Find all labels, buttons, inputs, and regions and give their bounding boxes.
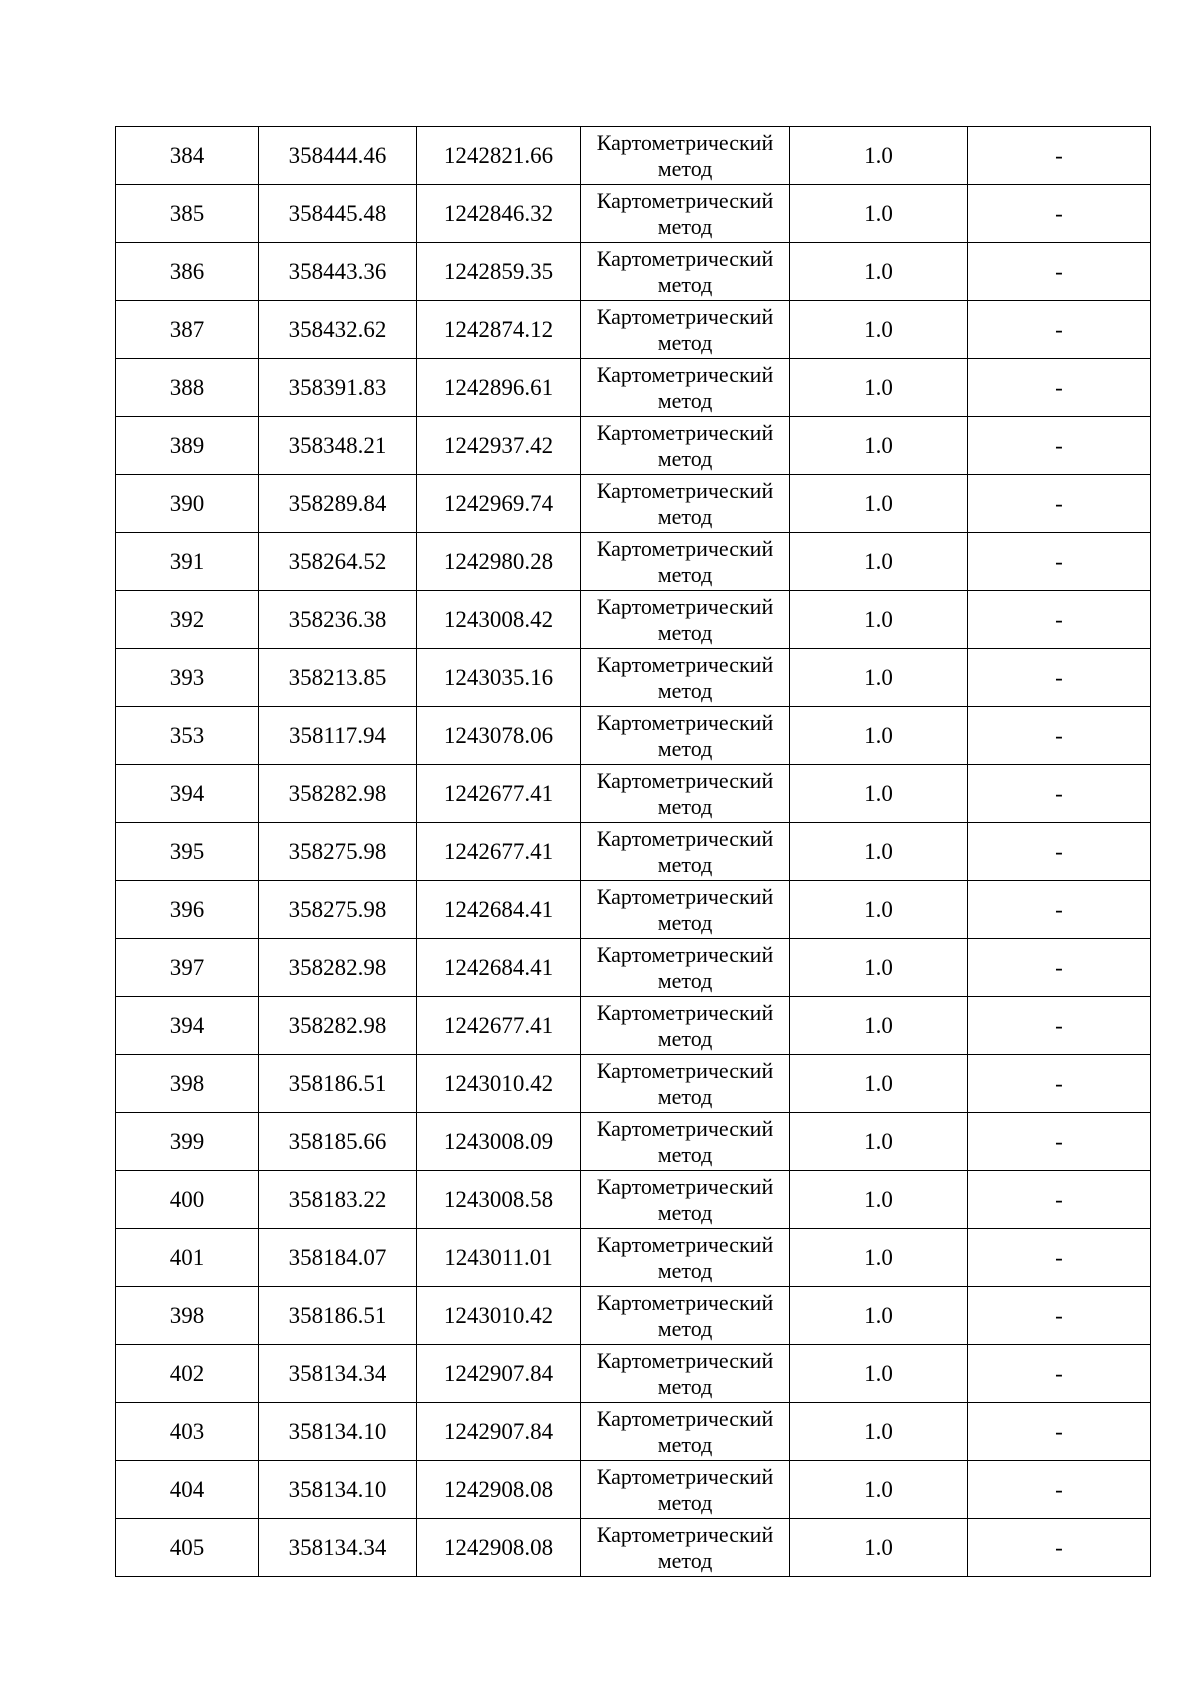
method-line-2: метод bbox=[657, 851, 713, 877]
accuracy-cell: 1.0 bbox=[790, 997, 968, 1055]
y-coordinate-cell: 1243008.42 bbox=[417, 591, 581, 649]
note-cell: - bbox=[968, 765, 1151, 823]
accuracy-cell: 1.0 bbox=[790, 707, 968, 765]
point-number-cell: 389 bbox=[116, 417, 259, 475]
method-line-1: Картометрический bbox=[596, 767, 774, 793]
method-line-1: Картометрический bbox=[596, 1347, 774, 1373]
y-coordinate-cell: 1242677.41 bbox=[417, 765, 581, 823]
method-line-1: Картометрический bbox=[596, 245, 774, 271]
method-cell bbox=[581, 1461, 790, 1519]
x-coordinate-cell: 358117.94 bbox=[259, 707, 417, 765]
x-coordinate-cell: 358444.46 bbox=[259, 127, 417, 185]
point-number-cell: 388 bbox=[116, 359, 259, 417]
note-cell: - bbox=[968, 939, 1151, 997]
method-line-2: метод bbox=[657, 1141, 713, 1167]
accuracy-cell: 1.0 bbox=[790, 939, 968, 997]
point-number-cell: 387 bbox=[116, 301, 259, 359]
x-coordinate-cell: 358282.98 bbox=[259, 765, 417, 823]
table-row bbox=[116, 417, 1151, 475]
method-line-1: Картометрический bbox=[596, 1231, 774, 1257]
method-line-2: метод bbox=[657, 271, 713, 297]
point-number-cell: 384 bbox=[116, 127, 259, 185]
y-coordinate-cell: 1243078.06 bbox=[417, 707, 581, 765]
y-coordinate-cell: 1242969.74 bbox=[417, 475, 581, 533]
method-cell bbox=[581, 185, 790, 243]
method-cell bbox=[581, 1287, 790, 1345]
point-number-cell: 395 bbox=[116, 823, 259, 881]
note-cell: - bbox=[968, 127, 1151, 185]
method-line-1: Картометрический bbox=[596, 1521, 774, 1547]
x-coordinate-cell: 358282.98 bbox=[259, 939, 417, 997]
point-number-cell: 403 bbox=[116, 1403, 259, 1461]
x-coordinate-cell: 358134.10 bbox=[259, 1461, 417, 1519]
point-number-cell: 393 bbox=[116, 649, 259, 707]
table-row bbox=[116, 127, 1151, 185]
accuracy-cell: 1.0 bbox=[790, 591, 968, 649]
y-coordinate-cell: 1243010.42 bbox=[417, 1055, 581, 1113]
y-coordinate-cell: 1242684.41 bbox=[417, 881, 581, 939]
note-cell: - bbox=[968, 301, 1151, 359]
point-number-cell: 398 bbox=[116, 1055, 259, 1113]
method-line-1: Картометрический bbox=[596, 129, 774, 155]
table-row bbox=[116, 1229, 1151, 1287]
y-coordinate-cell: 1242874.12 bbox=[417, 301, 581, 359]
accuracy-cell: 1.0 bbox=[790, 127, 968, 185]
accuracy-cell: 1.0 bbox=[790, 823, 968, 881]
method-line-1: Картометрический bbox=[596, 999, 774, 1025]
note-cell: - bbox=[968, 649, 1151, 707]
method-line-2: метод bbox=[657, 155, 713, 181]
y-coordinate-cell: 1242684.41 bbox=[417, 939, 581, 997]
note-cell: - bbox=[968, 475, 1151, 533]
point-number-cell: 396 bbox=[116, 881, 259, 939]
note-cell: - bbox=[968, 1229, 1151, 1287]
method-cell bbox=[581, 533, 790, 591]
point-number-cell: 404 bbox=[116, 1461, 259, 1519]
method-line-1: Картометрический bbox=[596, 593, 774, 619]
table-row bbox=[116, 1461, 1151, 1519]
y-coordinate-cell: 1242677.41 bbox=[417, 997, 581, 1055]
table-row bbox=[116, 1345, 1151, 1403]
table-row bbox=[116, 997, 1151, 1055]
x-coordinate-cell: 358186.51 bbox=[259, 1287, 417, 1345]
note-cell: - bbox=[968, 823, 1151, 881]
accuracy-cell: 1.0 bbox=[790, 243, 968, 301]
note-cell: - bbox=[968, 533, 1151, 591]
method-line-1: Картометрический bbox=[596, 477, 774, 503]
accuracy-cell: 1.0 bbox=[790, 1171, 968, 1229]
method-cell bbox=[581, 475, 790, 533]
method-line-2: метод bbox=[657, 445, 713, 471]
method-line-1: Картометрический bbox=[596, 303, 774, 329]
table-row bbox=[116, 881, 1151, 939]
x-coordinate-cell: 358275.98 bbox=[259, 881, 417, 939]
accuracy-cell: 1.0 bbox=[790, 1055, 968, 1113]
method-line-1: Картометрический bbox=[596, 941, 774, 967]
method-cell bbox=[581, 301, 790, 359]
y-coordinate-cell: 1243008.09 bbox=[417, 1113, 581, 1171]
note-cell: - bbox=[968, 1519, 1151, 1577]
method-line-2: метод bbox=[657, 1257, 713, 1283]
method-line-2: метод bbox=[657, 909, 713, 935]
note-cell: - bbox=[968, 243, 1151, 301]
y-coordinate-cell: 1242677.41 bbox=[417, 823, 581, 881]
x-coordinate-cell: 358445.48 bbox=[259, 185, 417, 243]
note-cell: - bbox=[968, 359, 1151, 417]
method-line-2: метод bbox=[657, 387, 713, 413]
y-coordinate-cell: 1243035.16 bbox=[417, 649, 581, 707]
accuracy-cell: 1.0 bbox=[790, 765, 968, 823]
method-line-2: метод bbox=[657, 735, 713, 761]
x-coordinate-cell: 358186.51 bbox=[259, 1055, 417, 1113]
note-cell: - bbox=[968, 997, 1151, 1055]
accuracy-cell: 1.0 bbox=[790, 1287, 968, 1345]
y-coordinate-cell: 1242846.32 bbox=[417, 185, 581, 243]
point-number-cell: 398 bbox=[116, 1287, 259, 1345]
note-cell: - bbox=[968, 1403, 1151, 1461]
x-coordinate-cell: 358134.34 bbox=[259, 1519, 417, 1577]
method-line-2: метод bbox=[657, 677, 713, 703]
accuracy-cell: 1.0 bbox=[790, 359, 968, 417]
method-line-1: Картометрический bbox=[596, 187, 774, 213]
table-row bbox=[116, 1171, 1151, 1229]
accuracy-cell: 1.0 bbox=[790, 881, 968, 939]
point-number-cell: 385 bbox=[116, 185, 259, 243]
x-coordinate-cell: 358185.66 bbox=[259, 1113, 417, 1171]
method-cell bbox=[581, 1113, 790, 1171]
x-coordinate-cell: 358289.84 bbox=[259, 475, 417, 533]
point-number-cell: 390 bbox=[116, 475, 259, 533]
method-line-1: Картометрический bbox=[596, 825, 774, 851]
method-line-2: метод bbox=[657, 793, 713, 819]
note-cell: - bbox=[968, 881, 1151, 939]
method-cell bbox=[581, 1171, 790, 1229]
accuracy-cell: 1.0 bbox=[790, 1461, 968, 1519]
method-line-2: метод bbox=[657, 1025, 713, 1051]
method-cell bbox=[581, 1055, 790, 1113]
method-cell bbox=[581, 707, 790, 765]
table-row bbox=[116, 533, 1151, 591]
x-coordinate-cell: 358432.62 bbox=[259, 301, 417, 359]
method-line-1: Картометрический bbox=[596, 651, 774, 677]
accuracy-cell: 1.0 bbox=[790, 185, 968, 243]
coordinates-table bbox=[115, 126, 1151, 1577]
table-row bbox=[116, 301, 1151, 359]
y-coordinate-cell: 1242821.66 bbox=[417, 127, 581, 185]
table-row bbox=[116, 765, 1151, 823]
x-coordinate-cell: 358134.10 bbox=[259, 1403, 417, 1461]
method-line-2: метод bbox=[657, 213, 713, 239]
point-number-cell: 391 bbox=[116, 533, 259, 591]
x-coordinate-cell: 358184.07 bbox=[259, 1229, 417, 1287]
table-row bbox=[116, 185, 1151, 243]
accuracy-cell: 1.0 bbox=[790, 533, 968, 591]
y-coordinate-cell: 1242907.84 bbox=[417, 1345, 581, 1403]
point-number-cell: 394 bbox=[116, 765, 259, 823]
note-cell: - bbox=[968, 1113, 1151, 1171]
method-cell bbox=[581, 417, 790, 475]
method-line-2: метод bbox=[657, 619, 713, 645]
point-number-cell: 401 bbox=[116, 1229, 259, 1287]
y-coordinate-cell: 1243010.42 bbox=[417, 1287, 581, 1345]
point-number-cell: 402 bbox=[116, 1345, 259, 1403]
table-row bbox=[116, 475, 1151, 533]
method-line-1: Картометрический bbox=[596, 1115, 774, 1141]
method-cell bbox=[581, 823, 790, 881]
table-row bbox=[116, 1287, 1151, 1345]
method-line-1: Картометрический bbox=[596, 1057, 774, 1083]
x-coordinate-cell: 358282.98 bbox=[259, 997, 417, 1055]
note-cell: - bbox=[968, 417, 1151, 475]
method-line-1: Картометрический bbox=[596, 535, 774, 561]
point-number-cell: 386 bbox=[116, 243, 259, 301]
method-line-2: метод bbox=[657, 1083, 713, 1109]
note-cell: - bbox=[968, 1287, 1151, 1345]
point-number-cell: 397 bbox=[116, 939, 259, 997]
accuracy-cell: 1.0 bbox=[790, 1519, 968, 1577]
x-coordinate-cell: 358391.83 bbox=[259, 359, 417, 417]
note-cell: - bbox=[968, 1345, 1151, 1403]
point-number-cell: 405 bbox=[116, 1519, 259, 1577]
method-cell bbox=[581, 127, 790, 185]
x-coordinate-cell: 358134.34 bbox=[259, 1345, 417, 1403]
method-line-1: Картометрический bbox=[596, 1463, 774, 1489]
method-line-2: метод bbox=[657, 561, 713, 587]
table-row bbox=[116, 939, 1151, 997]
method-cell bbox=[581, 765, 790, 823]
method-line-1: Картометрический bbox=[596, 361, 774, 387]
method-line-2: метод bbox=[657, 1489, 713, 1515]
method-cell bbox=[581, 1519, 790, 1577]
table-row bbox=[116, 243, 1151, 301]
y-coordinate-cell: 1242859.35 bbox=[417, 243, 581, 301]
method-line-2: метод bbox=[657, 1431, 713, 1457]
y-coordinate-cell: 1242937.42 bbox=[417, 417, 581, 475]
point-number-cell: 394 bbox=[116, 997, 259, 1055]
method-cell bbox=[581, 939, 790, 997]
method-line-2: метод bbox=[657, 1199, 713, 1225]
accuracy-cell: 1.0 bbox=[790, 1113, 968, 1171]
accuracy-cell: 1.0 bbox=[790, 1345, 968, 1403]
y-coordinate-cell: 1242896.61 bbox=[417, 359, 581, 417]
accuracy-cell: 1.0 bbox=[790, 649, 968, 707]
x-coordinate-cell: 358183.22 bbox=[259, 1171, 417, 1229]
x-coordinate-cell: 358275.98 bbox=[259, 823, 417, 881]
y-coordinate-cell: 1243008.58 bbox=[417, 1171, 581, 1229]
y-coordinate-cell: 1242908.08 bbox=[417, 1519, 581, 1577]
method-line-2: метод bbox=[657, 1373, 713, 1399]
accuracy-cell: 1.0 bbox=[790, 1403, 968, 1461]
note-cell: - bbox=[968, 707, 1151, 765]
method-cell bbox=[581, 359, 790, 417]
method-line-2: метод bbox=[657, 503, 713, 529]
accuracy-cell: 1.0 bbox=[790, 417, 968, 475]
method-line-1: Картометрический bbox=[596, 1405, 774, 1431]
table-row bbox=[116, 1113, 1151, 1171]
table-row bbox=[116, 649, 1151, 707]
x-coordinate-cell: 358264.52 bbox=[259, 533, 417, 591]
table-row bbox=[116, 1055, 1151, 1113]
y-coordinate-cell: 1242907.84 bbox=[417, 1403, 581, 1461]
method-line-1: Картометрический bbox=[596, 1289, 774, 1315]
table-row bbox=[116, 707, 1151, 765]
method-cell bbox=[581, 1403, 790, 1461]
note-cell: - bbox=[968, 591, 1151, 649]
method-line-1: Картометрический bbox=[596, 419, 774, 445]
note-cell: - bbox=[968, 1171, 1151, 1229]
y-coordinate-cell: 1242980.28 bbox=[417, 533, 581, 591]
accuracy-cell: 1.0 bbox=[790, 301, 968, 359]
coordinates-table-body bbox=[116, 127, 1151, 1577]
x-coordinate-cell: 358443.36 bbox=[259, 243, 417, 301]
table-row bbox=[116, 823, 1151, 881]
method-line-1: Картометрический bbox=[596, 709, 774, 735]
table-row bbox=[116, 591, 1151, 649]
method-cell bbox=[581, 243, 790, 301]
method-cell bbox=[581, 1345, 790, 1403]
table-row bbox=[116, 1519, 1151, 1577]
note-cell: - bbox=[968, 185, 1151, 243]
method-cell bbox=[581, 591, 790, 649]
accuracy-cell: 1.0 bbox=[790, 475, 968, 533]
table-row bbox=[116, 1403, 1151, 1461]
x-coordinate-cell: 358236.38 bbox=[259, 591, 417, 649]
method-cell bbox=[581, 997, 790, 1055]
y-coordinate-cell: 1242908.08 bbox=[417, 1461, 581, 1519]
x-coordinate-cell: 358348.21 bbox=[259, 417, 417, 475]
method-line-2: метод bbox=[657, 967, 713, 993]
x-coordinate-cell: 358213.85 bbox=[259, 649, 417, 707]
point-number-cell: 392 bbox=[116, 591, 259, 649]
point-number-cell: 399 bbox=[116, 1113, 259, 1171]
method-line-1: Картометрический bbox=[596, 883, 774, 909]
point-number-cell: 353 bbox=[116, 707, 259, 765]
y-coordinate-cell: 1243011.01 bbox=[417, 1229, 581, 1287]
method-cell bbox=[581, 881, 790, 939]
method-line-2: метод bbox=[657, 329, 713, 355]
accuracy-cell: 1.0 bbox=[790, 1229, 968, 1287]
method-line-2: метод bbox=[657, 1315, 713, 1341]
note-cell: - bbox=[968, 1055, 1151, 1113]
table-row bbox=[116, 359, 1151, 417]
point-number-cell: 400 bbox=[116, 1171, 259, 1229]
method-cell bbox=[581, 1229, 790, 1287]
note-cell: - bbox=[968, 1461, 1151, 1519]
method-cell bbox=[581, 649, 790, 707]
method-line-2: метод bbox=[657, 1547, 713, 1573]
method-line-1: Картометрический bbox=[596, 1173, 774, 1199]
